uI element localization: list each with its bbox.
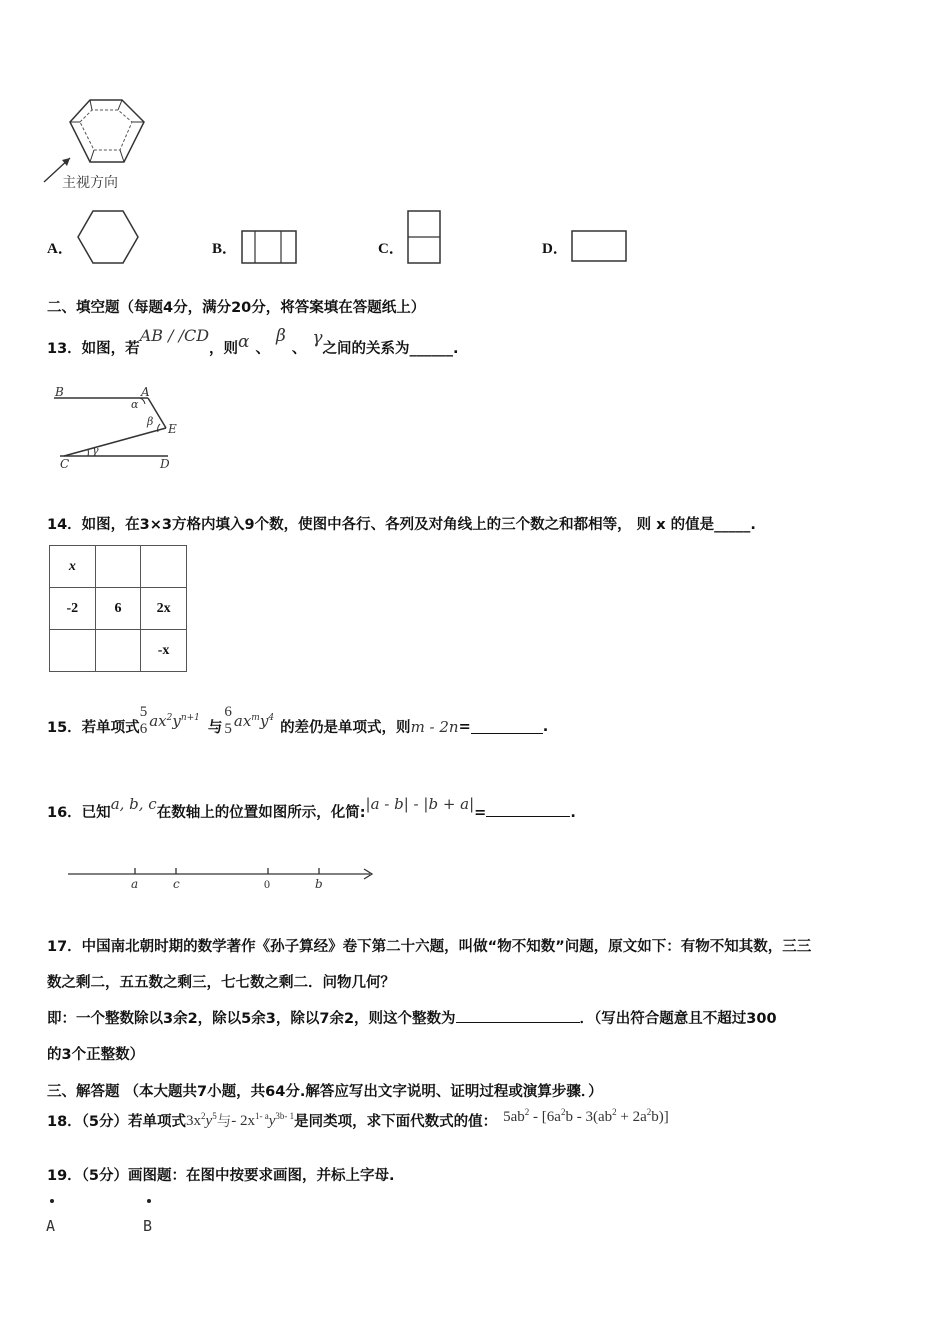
q18-m2-y: y <box>268 1113 276 1129</box>
question-17-line-3 <box>47 1007 777 1028</box>
q14-magic-square <box>49 545 187 672</box>
q18-expr-a: 5ab <box>503 1109 525 1125</box>
option-a-hexagon <box>75 208 141 266</box>
axis-label-zero: 0 <box>264 877 270 891</box>
q18-mid: 是同类项，求下面代数式的值： <box>294 1114 498 1130</box>
q18-m2: - 2x <box>231 1113 255 1129</box>
q15-m1-ax: ax <box>149 711 167 730</box>
q13-then: ，则 <box>209 341 239 357</box>
section-3-heading: 三、解答题 （本大题共7小题，共64分.解答应写出文字说明、证明过程或演算步骤．） <box>47 1084 603 1100</box>
q15-m2-exp1: m <box>251 712 260 723</box>
q18-m2-e1: 1- a <box>254 1111 269 1121</box>
q13-alpha: α <box>238 332 250 352</box>
q16-number-line <box>66 864 378 898</box>
q13-fig-label-gamma: γ <box>92 444 99 457</box>
point-a-dot <box>50 1199 54 1203</box>
q18-m2-e2: 3b- 1 <box>275 1111 295 1121</box>
q16-vars: a, b, c <box>110 795 157 813</box>
axis-label-a: a <box>131 877 139 891</box>
q15-with: 与 <box>207 720 223 736</box>
q15-fraction-2 <box>224 704 232 737</box>
q17-line3-a: 即：一个整数除以3余2，除以5余3，除以7余2，则这个整数为 <box>47 1011 456 1027</box>
question-14: 14．如图，在3×3方格内填入9个数，使图中各行、各列及对角线上的三个数之和都相等， 则 x 的值是_____. <box>47 517 756 533</box>
q18-monomial-1 <box>186 1111 217 1130</box>
q15-mid: 的差仍是单项式，则 <box>280 720 411 736</box>
q15-m1-exp1: 2 <box>166 712 173 723</box>
q13-sep1: 、 <box>255 341 271 357</box>
q13-fig-label-beta: β <box>147 415 154 428</box>
point-a-label: A <box>46 1217 56 1235</box>
grid-cell: x <box>50 546 96 588</box>
axis-label-b: b <box>315 877 323 891</box>
q13-fig-label-a: A <box>141 385 150 399</box>
q15-fraction-1 <box>140 704 148 737</box>
grid-cell <box>50 630 96 672</box>
q16-lead: 16．已知 <box>47 805 111 821</box>
q15-m2-ax: ax <box>233 711 252 730</box>
grid-cell <box>95 546 141 588</box>
q13-beta: β <box>276 326 286 346</box>
q15-f2-den: 5 <box>224 720 232 737</box>
q18-m1-y: y <box>205 1113 213 1129</box>
question-17-line-2: 数之剩二，五五数之剩三，七七数之剩二．问物几何？ <box>47 975 395 991</box>
q13-fig-label-c: C <box>60 457 70 471</box>
q18-with: 与 <box>216 1114 232 1130</box>
q15-f2-num: 6 <box>224 704 232 720</box>
q18-m1: 3x <box>186 1113 202 1129</box>
option-c-label: C． <box>378 241 404 257</box>
grid-cell <box>95 630 141 672</box>
grid-cell: 2x <box>141 588 187 630</box>
question-19: 19．（5分）画图题：在图中按要求画图，并标上字母. <box>47 1168 395 1184</box>
q15-f1-num: 5 <box>139 704 148 720</box>
q18-expr-b: - [6a <box>529 1109 561 1125</box>
q15-m2-y: y <box>259 711 269 730</box>
q13-gamma: γ <box>312 328 323 348</box>
point-b-dot <box>147 1199 151 1203</box>
q18-expr-d-e: 2 <box>646 1107 652 1117</box>
section-2-heading: 二、填空题（每题4分，满分20分，将答案填在答题纸上） <box>47 300 426 316</box>
question-17-line-4: 的3个正整数） <box>47 1047 145 1063</box>
option-c-stacked-rects <box>406 209 442 265</box>
q13-condition: AB / /CD <box>139 326 210 345</box>
q18-lead: 18．（5分）若单项式 <box>47 1114 187 1130</box>
q16-expression: |a - b| - |b + a| <box>365 795 475 813</box>
q18-expr-a-e: 2 <box>524 1107 530 1117</box>
grid-cell: -2 <box>50 588 96 630</box>
q16-eq: = <box>474 805 487 821</box>
question-13 <box>47 326 459 358</box>
q18-expr-d: + 2a <box>616 1109 647 1125</box>
option-b-rectangles <box>240 229 298 265</box>
question-17-line-1: 17．中国南北朝时期的数学著作《孙子算经》卷下第二十六题，叫做“物不知数”问题，原文如下：有物不知其数，三三 <box>47 939 812 955</box>
q13-fig-label-b: B <box>55 385 64 399</box>
q18-expr-e: b)] <box>651 1109 669 1125</box>
q16-tail: . <box>570 805 576 821</box>
q18-expr-b-e: 2 <box>560 1107 566 1117</box>
q18-expr-c: b - 3(ab <box>565 1109 613 1125</box>
q16-answer-blank[interactable] <box>486 802 570 817</box>
q18-m1-e1: 2 <box>201 1111 206 1121</box>
q13-lead: 13．如图，若 <box>47 341 140 357</box>
q13-sep2: 、 <box>291 341 307 357</box>
q13-fig-label-e: E <box>168 422 177 436</box>
q13-fig-label-d: D <box>160 457 170 471</box>
grid-cell: 6 <box>95 588 141 630</box>
axis-label-c: c <box>173 877 180 891</box>
option-d-rectangle <box>570 229 628 263</box>
option-d-label: D． <box>542 241 568 257</box>
grid-cell: -x <box>141 630 187 672</box>
q17-line3-b: ．（写出符合题意且不超过300 <box>579 1011 777 1027</box>
grid-cell <box>141 546 187 588</box>
q17-answer-blank[interactable] <box>456 1008 580 1023</box>
q18-monomial-2 <box>231 1111 294 1130</box>
point-b-label: B <box>143 1217 153 1235</box>
q15-monomial-2 <box>234 712 274 730</box>
q15-lead: 15．若单项式 <box>47 720 140 736</box>
q18-expression <box>503 1107 669 1126</box>
q15-m1-exp2: n+1 <box>180 712 200 723</box>
q15-monomial-1 <box>149 712 200 730</box>
question-18 <box>47 1107 669 1131</box>
q15-answer-blank[interactable] <box>471 719 543 734</box>
q15-m2-exp2: 4 <box>268 712 275 723</box>
option-b-label: B． <box>212 241 238 257</box>
q15-tail: . <box>542 718 549 735</box>
q15-m1-y: y <box>172 711 181 730</box>
q16-mid: 在数轴上的位置如图所示，化简: <box>156 805 366 821</box>
q13-tail: 之间的关系为______. <box>322 341 459 357</box>
question-16 <box>47 795 576 822</box>
q18-m1-e2: 5 <box>212 1111 217 1121</box>
q15-expression: m - 2n <box>410 717 459 736</box>
q18-expr-c-e: 2 <box>612 1107 617 1117</box>
q15-f1-den: 6 <box>139 720 148 737</box>
q15-eq: = <box>458 718 471 735</box>
view-direction-caption: 主视方向 <box>62 175 118 191</box>
question-15 <box>47 704 548 737</box>
q13-fig-label-alpha: α <box>131 398 139 411</box>
option-a-label: A． <box>47 241 73 257</box>
